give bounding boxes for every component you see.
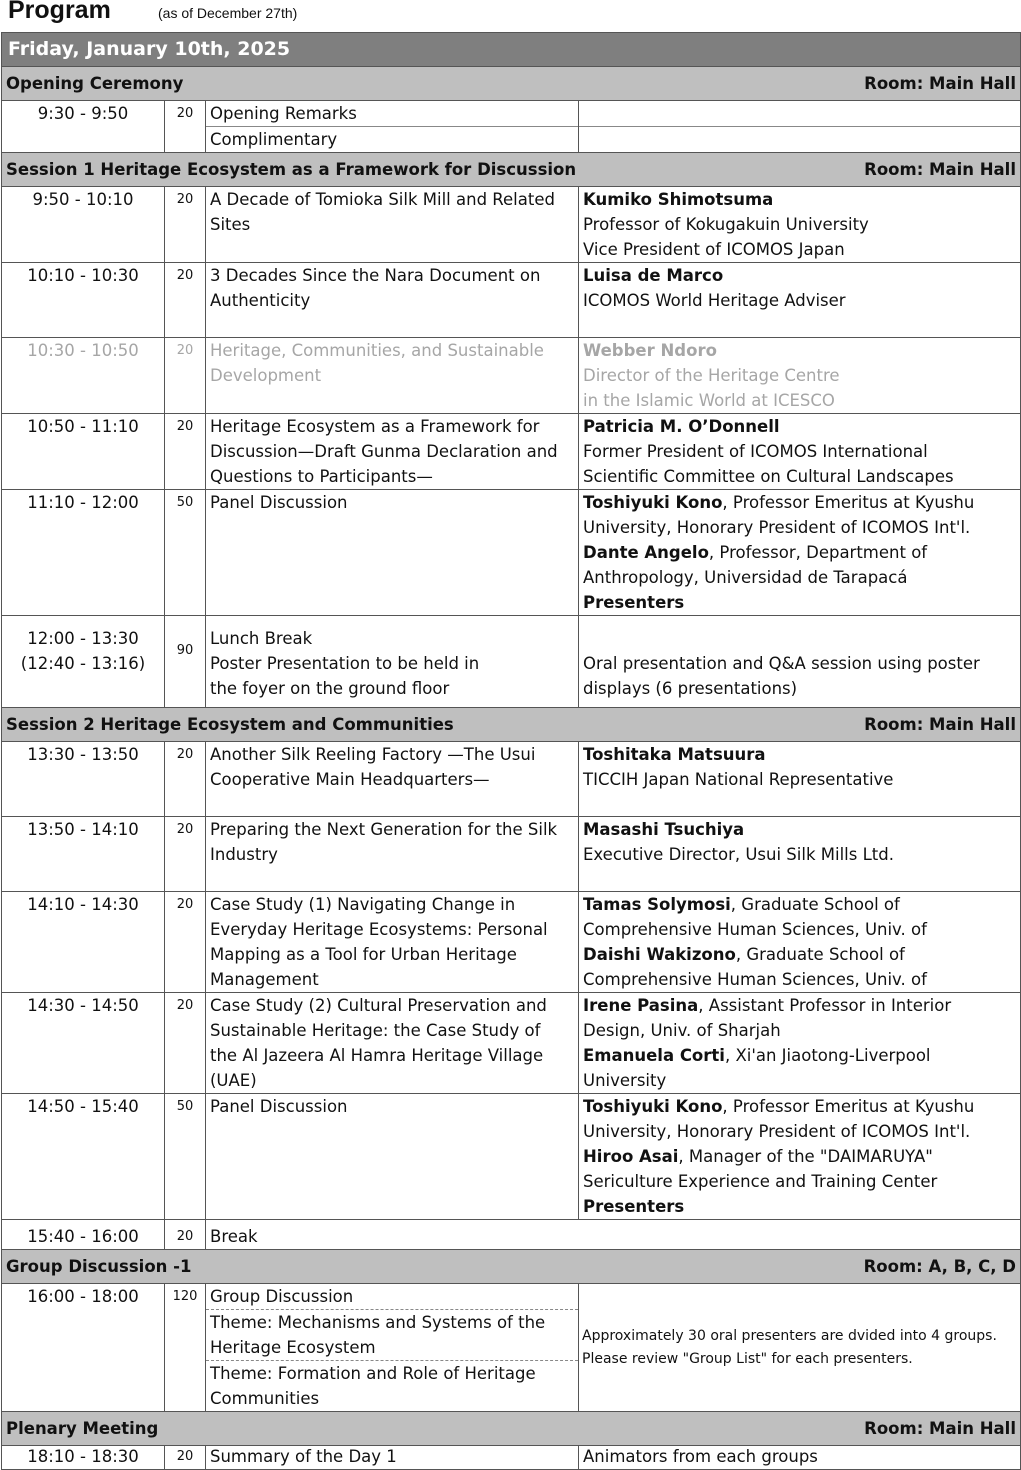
duration-cell: 20 (165, 101, 206, 153)
speaker-name: Patricia M. O’Donnell (583, 417, 780, 436)
time-text: 12:00 - 13:30 (27, 629, 139, 648)
title-cell (206, 414, 579, 490)
table-row (2, 892, 1021, 993)
info-line: Approximately 30 oral presenters are dvided into 4 groups. (582, 1327, 997, 1344)
title-line: Cooperative Main Headquarters— (210, 770, 490, 789)
section-room: Room: Main Hall (864, 715, 1016, 734)
speaker-name: Irene Pasina (583, 996, 699, 1015)
section-header-plenary (2, 1412, 1021, 1446)
speaker-info: , Professor Emeritus at Kyushu (722, 493, 975, 512)
duration-cell: 20 (165, 263, 206, 338)
time-cell: 13:50 - 14:10 (2, 817, 165, 892)
speaker-info: Design, Univ. of Sharjah (583, 1021, 781, 1040)
title-line: the Al Jazeera Al Hamra Heritage Village (210, 1046, 544, 1065)
title-line: Case Study (1) Navigating Change in (210, 895, 516, 914)
speaker-info: , Assistant Professor in Interior (698, 996, 952, 1015)
speaker-info: ICOMOS World Heritage Adviser (583, 291, 846, 310)
time-cell: 10:30 - 10:50 (2, 338, 165, 414)
title-line: Sites (210, 215, 251, 234)
speaker-info: Executive Director, Usui Silk Mills Ltd. (583, 845, 894, 864)
title-line: 3 Decades Since the Nara Document on (210, 266, 541, 285)
duration-cell: 120 (165, 1284, 206, 1412)
time-cell: 14:30 - 14:50 (2, 993, 165, 1094)
title-line: Sustainable Heritage: the Case Study of (210, 1021, 541, 1040)
title-cell (206, 490, 579, 616)
duration-cell: 20 (165, 993, 206, 1094)
duration-cell: 20 (165, 892, 206, 993)
title-cell (206, 187, 579, 263)
speaker-cell (579, 817, 1021, 892)
speaker-cell: Animators from each groups (579, 1446, 1021, 1470)
speaker-name: Toshitaka Matsuura (583, 745, 766, 764)
speaker-info: Scientific Committee on Cultural Landscapes (583, 467, 954, 486)
table-row (2, 742, 1021, 817)
table-row (2, 1446, 1021, 1470)
section-header-session-2 (2, 708, 1021, 742)
section-header-session-1 (2, 153, 1021, 187)
speaker-cell (579, 187, 1021, 263)
speaker-name: Toshiyuki Kono (583, 1097, 723, 1116)
section-room: Room: Main Hall (864, 160, 1016, 179)
table-row (2, 187, 1021, 263)
duration-cell: 90 (165, 616, 206, 708)
title-line: Heritage, Communities, and Sustainable (210, 341, 544, 360)
speaker-name: Webber Ndoro (583, 341, 717, 360)
section-title: Opening Ceremony (6, 74, 184, 93)
title-line: Industry (210, 845, 278, 864)
table-row (2, 1220, 1021, 1250)
title-line: Development (210, 366, 322, 385)
program-table (1, 32, 1021, 1470)
title-line: Group Discussion (210, 1287, 354, 1306)
speaker-name: Luisa de Marco (583, 266, 724, 285)
duration-cell: 20 (165, 1220, 206, 1250)
info-cell (579, 1284, 1021, 1412)
speaker-cell (579, 414, 1021, 490)
title-line: Discussion—Draft Gunma Declaration and (210, 442, 558, 461)
time-cell: 11:10 - 12:00 (2, 490, 165, 616)
time-cell: 18:10 - 18:30 (2, 1446, 165, 1470)
speaker-name: Dante Angelo (583, 543, 709, 562)
speaker-name: Presenters (583, 1197, 685, 1216)
speaker-info: , Graduate School of (730, 895, 900, 914)
speaker-name: Hiroo Asai (583, 1147, 679, 1166)
speaker-info: , Graduate School of (735, 945, 905, 964)
speaker-name: Toshiyuki Kono (583, 493, 723, 512)
info-line: displays (6 presentations) (583, 679, 798, 698)
title-cell (206, 1094, 579, 1220)
title-line: Everyday Heritage Ecosystems: Personal (210, 920, 548, 939)
speaker-name: Daishi Wakizono (583, 945, 736, 964)
speaker-info: University (583, 1071, 667, 1090)
title-line: A Decade of Tomioka Silk Mill and Related (210, 190, 555, 209)
title-line: (UAE) (210, 1071, 257, 1090)
title-cell (206, 263, 579, 338)
title-cell (206, 101, 579, 153)
section-title: Group Discussion -1 (6, 1257, 192, 1276)
title-cell (206, 892, 579, 993)
section-header-group-discussion (2, 1250, 1021, 1284)
speaker-info: Comprehensive Human Sciences, Univ. of (583, 920, 927, 939)
table-row (2, 338, 1021, 414)
title-line: Lunch Break (210, 629, 313, 648)
speaker-cell (579, 263, 1021, 338)
title-line: Another Silk Reeling Factory —The Usui (210, 745, 536, 764)
time-cell: 14:10 - 14:30 (2, 892, 165, 993)
duration-cell: 50 (165, 1094, 206, 1220)
duration-cell: 20 (165, 1446, 206, 1470)
duration-cell: 20 (165, 338, 206, 414)
title-cell: Summary of the Day 1 (206, 1446, 579, 1470)
speaker-info: Former President of ICOMOS International (583, 442, 928, 461)
time-text: (12:40 - 13:16) (20, 654, 146, 673)
item-title: Panel Discussion (210, 1097, 348, 1116)
title-line: Questions to Participants— (210, 467, 433, 486)
speaker-info: , Xi'an Jiaotong-Liverpool (724, 1046, 931, 1065)
title-line: Mapping as a Tool for Urban Heritage (210, 945, 517, 964)
time-cell: 13:30 - 13:50 (2, 742, 165, 817)
speaker-info: University, Honorary President of ICOMOS Int'l. (583, 1122, 971, 1141)
time-cell: 14:50 - 15:40 (2, 1094, 165, 1220)
section-header-opening (2, 67, 1021, 101)
title-cell (206, 338, 579, 414)
speaker-info: , Professor Emeritus at Kyushu (722, 1097, 975, 1116)
duration-cell: 20 (165, 817, 206, 892)
duration-cell: 20 (165, 414, 206, 490)
title-cell (206, 742, 579, 817)
time-cell: 10:50 - 11:10 (2, 414, 165, 490)
speaker-info: Director of the Heritage Centre (583, 366, 840, 385)
title-cell: Break (206, 1220, 1021, 1250)
title-cell (206, 817, 579, 892)
title-cell (206, 616, 579, 708)
speaker-cell (579, 993, 1021, 1094)
speaker-info: Sericulture Experience and Training Center (583, 1172, 938, 1191)
speaker-name: Kumiko Shimotsuma (583, 190, 774, 209)
speaker-info: University, Honorary President of ICOMOS Int'l. (583, 518, 971, 537)
speaker-name: Masashi Tsuchiya (583, 820, 745, 839)
speaker-name: Tamas Solymosi (583, 895, 731, 914)
title-line: Theme: Formation and Role of Heritage (206, 1360, 578, 1386)
speaker-cell (579, 892, 1021, 993)
title-line: Preparing the Next Generation for the Silk (210, 820, 558, 839)
title-line: Heritage Ecosystem as a Framework for (210, 417, 540, 436)
duration-cell: 20 (165, 187, 206, 263)
title-line: Heritage Ecosystem (210, 1338, 376, 1357)
section-title: Session 2 Heritage Ecosystem and Communities (6, 715, 454, 734)
table-row (2, 1094, 1021, 1220)
table-row (2, 817, 1021, 892)
time-cell (2, 616, 165, 708)
section-room: Room: Main Hall (864, 1419, 1016, 1438)
title-line: Authenticity (210, 291, 311, 310)
page-title: Program (8, 0, 111, 24)
table-row (2, 616, 1021, 708)
section-room: Room: Main Hall (864, 74, 1016, 93)
table-row (2, 263, 1021, 338)
day-title: Friday, January 10th, 2025 (2, 33, 1021, 67)
speaker-cell (579, 101, 1021, 153)
speaker-cell (579, 338, 1021, 414)
table-row (2, 101, 1021, 153)
speaker-info: TICCIH Japan National Representative (583, 770, 894, 789)
section-title: Session 1 Heritage Ecosystem as a Framework for Discussion (6, 160, 577, 179)
time-cell: 9:30 - 9:50 (2, 101, 165, 153)
section-title: Plenary Meeting (6, 1419, 159, 1438)
speaker-info: , Professor, Department of (708, 543, 928, 562)
title-line: Management (210, 970, 319, 989)
title-line: Case Study (2) Cultural Preservation and (210, 996, 547, 1015)
time-cell: 10:10 - 10:30 (2, 263, 165, 338)
item-title: Opening Remarks (210, 104, 357, 123)
speaker-cell (579, 490, 1021, 616)
item-title: Complimentary (206, 126, 578, 152)
item-title: Panel Discussion (210, 493, 348, 512)
speaker-name: Presenters (583, 593, 685, 612)
speaker-cell (579, 616, 1021, 708)
title-cell (206, 1284, 579, 1412)
as-of-date: (as of December 27th) (158, 5, 298, 21)
table-row (2, 490, 1021, 616)
page-header (0, 0, 1021, 32)
day-header-row (2, 33, 1021, 67)
speaker-info: Comprehensive Human Sciences, Univ. of (583, 970, 927, 989)
title-line: Communities (210, 1389, 320, 1408)
title-line: Poster Presentation to be held in (210, 654, 480, 673)
info-line: Please review "Group List" for each presenters. (582, 1350, 913, 1367)
speaker-cell (579, 742, 1021, 817)
title-cell (206, 993, 579, 1094)
speaker-info: in the Islamic World at ICESCO (583, 391, 835, 410)
speaker-info: , Manager of the "DAIMARUYA" (678, 1147, 933, 1166)
duration-cell: 20 (165, 742, 206, 817)
speaker-name: Emanuela Corti (583, 1046, 725, 1065)
title-line: the foyer on the ground floor (210, 679, 450, 698)
speaker-cell (579, 1094, 1021, 1220)
time-cell: 9:50 - 10:10 (2, 187, 165, 263)
duration-cell: 50 (165, 490, 206, 616)
speaker-info: Professor of Kokugakuin University (583, 215, 869, 234)
time-cell: 16:00 - 18:00 (2, 1284, 165, 1412)
title-line: Theme: Mechanisms and Systems of the (206, 1309, 578, 1335)
table-row (2, 1284, 1021, 1412)
table-row (2, 993, 1021, 1094)
speaker-info: Vice President of ICOMOS Japan (583, 240, 845, 259)
table-row (2, 414, 1021, 490)
time-cell: 15:40 - 16:00 (2, 1220, 165, 1250)
section-room: Room: A, B, C, D (863, 1257, 1016, 1276)
speaker-info: Anthropology, Universidad de Tarapacá (583, 568, 908, 587)
info-line: Oral presentation and Q&A session using poster (583, 654, 980, 673)
